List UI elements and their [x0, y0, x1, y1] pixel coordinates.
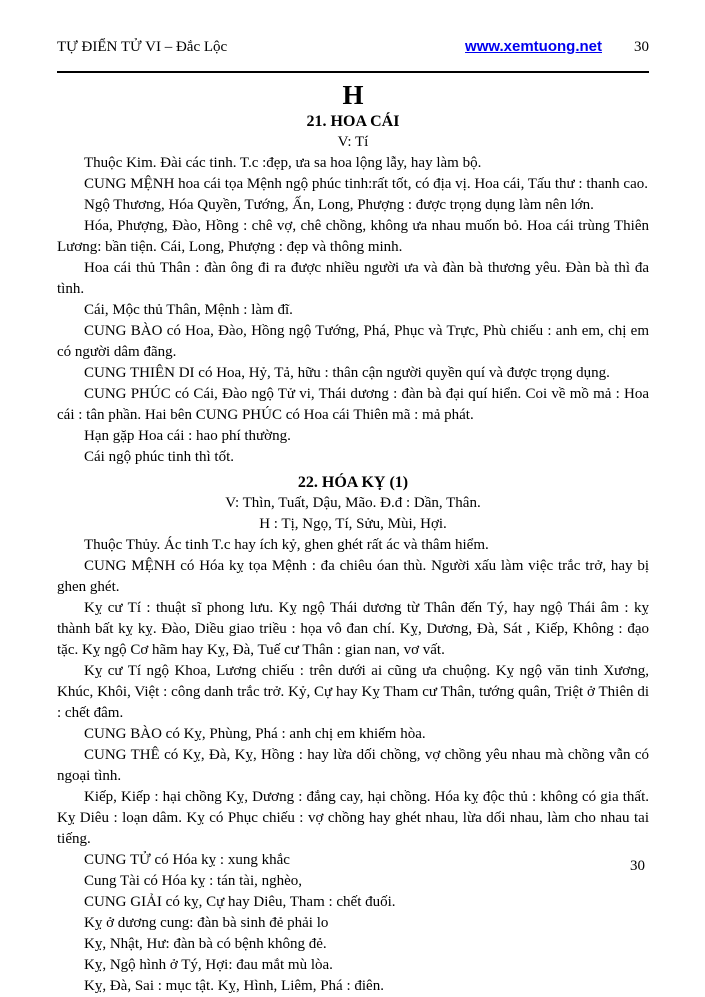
section-21-heading: 21. HOA CÁI: [306, 113, 400, 130]
header-rule: [57, 71, 649, 73]
footer-page-number: 30: [630, 858, 645, 874]
paragraph: Kiếp, Kiếp : hại chồng Kỵ, Dương : đắng cay, hại chồng. Hóa kỵ độc thủ : không có gia thất. Kỵ Diêu : loạn dâm. Kỵ có Phục chiếu : vợ chồng hay ghét nhau, lừa dối nhau, làm cho nhau tai tiếng.: [57, 789, 649, 847]
paragraph: Hoa cái thủ Thân : đàn ông đi ra được nhiều người ưa và đàn bà thương yêu. Đàn bà thì đa tình.: [57, 260, 649, 297]
section-22-heading: 22. HÓA KỴ (1): [297, 474, 409, 491]
header-page-number: 30: [634, 39, 649, 55]
paragraph: CUNG BÀO có Kỵ, Phùng, Phá : anh chị em khiếm hòa.: [84, 726, 426, 742]
paragraph: Cung Tài có Hóa kỵ : tán tài, nghèo,: [84, 873, 303, 889]
paragraph: Kỵ, Đà, Sai : mục tật. Kỵ, Hình, Liêm, Phá : điên.: [84, 978, 384, 994]
section-22-subline: H : Tị, Ngọ, Tí, Sửu, Mùi, Hợi.: [259, 516, 447, 532]
paragraph: CUNG MỆNH có Hóa kỵ tọa Mệnh : đa chiêu óan thù. Người xấu làm việc trắc trở, hay bị ghen ghét.: [57, 558, 649, 595]
paragraph: Kỵ cư Tí ngộ Khoa, Lương chiếu : trên dưới ai cũng ưa chuộng. Kỵ ngộ văn tinh Xương, Khúc, Khôi, Việt : công danh trắc trở. Kỷ, Cự hay Kỵ Tham cư Thân, tướng quân, Triệt ở Thiên di : chết đâm.: [57, 663, 649, 721]
website-link[interactable]: www.xemtuong.net: [465, 38, 602, 55]
paragraph: Thuộc Thủy. Ác tinh T.c hay ích kỷ, ghen ghét rất ác và thâm hiểm.: [84, 537, 489, 553]
paragraph: CUNG GIẢI có kỵ, Cự hay Diêu, Tham : chết đuối.: [84, 894, 396, 910]
paragraph: Kỵ, Nhật, Hư: đàn bà có bệnh không đẻ.: [84, 936, 327, 952]
paragraph: CUNG PHÚC có Cái, Đào ngộ Tử vi, Thái dương : đàn bà đại quí hiển. Coi về mồ mả : Hoa cái : tân phần. Hai bên CUNG PHÚC có Hoa cái Thiên mã : mả phát.: [57, 386, 649, 423]
paragraph: Thuộc Kim. Đài các tinh. T.c :đẹp, ưa sa hoa lộng lẫy, hay làm bộ.: [84, 155, 482, 171]
paragraph: Kỵ ở dương cung: đàn bà sinh đẻ phải lo: [84, 915, 329, 931]
paragraph: CUNG THIÊN DI có Hoa, Hỷ, Tả, hữu : thân cận người quyền quí và được trọng dụng.: [84, 365, 610, 381]
paragraph: Kỵ cư Tí : thuật sĩ phong lưu. Kỵ ngộ Thái dương từ Thân đến Tý, hay ngộ Thái âm : kỵ thành bất kỵ kỵ. Đào, Diều giao triều : họa vô đan chí. Kỵ, Dương, Đà, Sát , Kiếp, Không : đạo tặc. Kỵ ngộ Cơ hãm hay Kỵ, Đà, Tuế cư Thân : gian nan, vơ vất.: [57, 600, 649, 658]
section-21-subline: V: Tí: [337, 134, 369, 150]
paragraph: CUNG MỆNH hoa cái tọa Mệnh ngộ phúc tinh:rất tốt, có địa vị. Hoa cái, Tấu thư : thanh cao.: [84, 176, 648, 192]
paragraph: Cái, Mộc thủ Thân, Mệnh : làm đĩ.: [84, 302, 293, 318]
paragraph: Hóa, Phượng, Đào, Hồng : chê vợ, chê chồng, không ưa nhau muốn bỏ. Hoa cái trùng Thiên Lương: bần tiện. Cái, Long, Phượng : đẹp và thông minh.: [57, 218, 649, 255]
paragraph: CUNG THÊ có Kỵ, Đà, Kỵ, Hồng : hay lừa dối chồng, vợ chồng yêu nhau mà chồng vẫn có ngoại tình.: [57, 747, 649, 784]
paragraph: Hạn gặp Hoa cái : hao phí thường.: [84, 428, 291, 444]
document-title: TỰ ĐIỂN TỬ VI – Đắc Lộc: [57, 39, 228, 55]
paragraph: Ngộ Thương, Hóa Quyền, Tướng, Ấn, Long, Phượng : được trọng dụng làm nên lớn.: [84, 197, 594, 213]
section-22-subline: V: Thìn, Tuất, Dậu, Mão. Đ.đ : Dần, Thân.: [225, 495, 481, 511]
paragraph: Kỵ, Ngộ hình ở Tý, Hợi: đau mắt mù lòa.: [84, 957, 333, 973]
page-header: [57, 36, 649, 58]
paragraph: CUNG TỬ có Hóa kỵ : xung khắc: [84, 852, 290, 868]
paragraph: Cái ngộ phúc tinh thì tốt.: [84, 449, 234, 465]
letter-heading: H: [342, 80, 364, 110]
paragraph: CUNG BÀO có Hoa, Đào, Hồng ngộ Tướng, Phá, Phục và Trực, Phù chiếu : anh em, chị em có người dâm đãng.: [57, 323, 649, 360]
header-right-group: [465, 36, 649, 58]
